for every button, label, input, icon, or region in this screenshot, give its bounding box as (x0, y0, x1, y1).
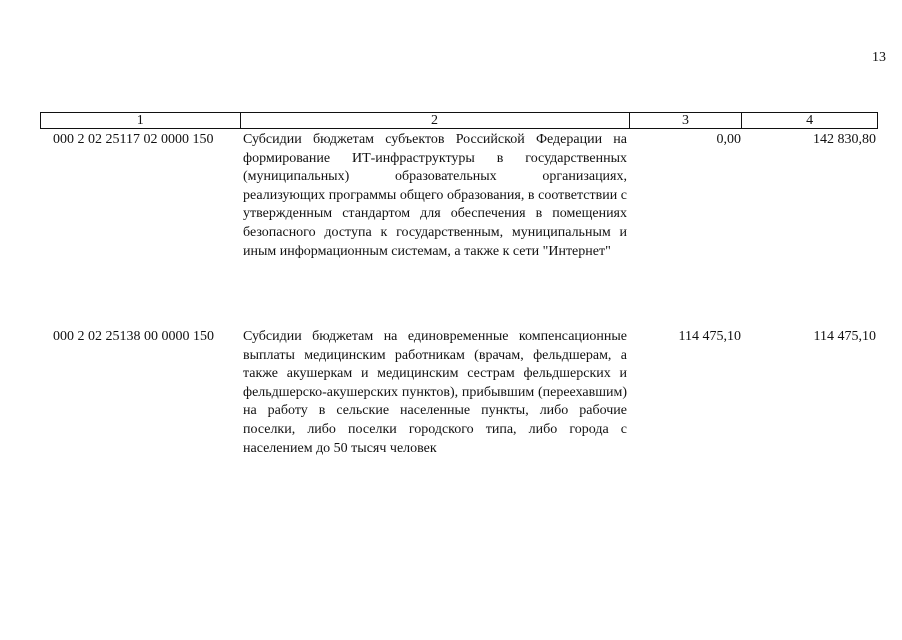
table-row (40, 328, 878, 488)
value-col-3: 0,00 (716, 132, 741, 147)
value-col-4: 114 475,10 (813, 329, 876, 344)
value-col-4: 142 830,80 (813, 132, 876, 147)
table-header-col-4: 4 (806, 113, 814, 128)
table-header (40, 112, 878, 129)
budget-code: 000 2 02 25117 02 0000 150 (53, 132, 214, 147)
table-row (40, 131, 878, 291)
table-header-col-1: 1 (41, 113, 241, 128)
table-header-col-3: 3 (630, 113, 743, 128)
value-col-3: 114 475,10 (678, 329, 741, 344)
table-header-col-2: 2 (241, 113, 630, 128)
budget-code: 000 2 02 25138 00 0000 150 (53, 329, 214, 344)
row-description: Субсидии бюджетам субъектов Российской Федерации на формирование ИТ-инфраструктуры в государственных (муниципальных) образовательных организациях, реализующих программы общего образования, в соответствии с утвержденным стандартом для обеспечения в помещениях безопасного доступа к государственным, муниципальным и иным информационным системам, а также к сети "Интернет" (243, 132, 627, 259)
row-description: Субсидии бюджетам на единовременные компенсационные выплаты медицинским работникам (врачам, фельдшерам, а также акушеркам и медицинским сестрам фельдшерских и фельдшерско-акушерских пунктов), прибывшим (переехавшим) на работу в сельские населенные пункты, либо рабочие поселки, либо поселки городского типа, либо города с населением до 50 тысяч человек (243, 329, 627, 456)
page-number: 13 (872, 50, 886, 65)
